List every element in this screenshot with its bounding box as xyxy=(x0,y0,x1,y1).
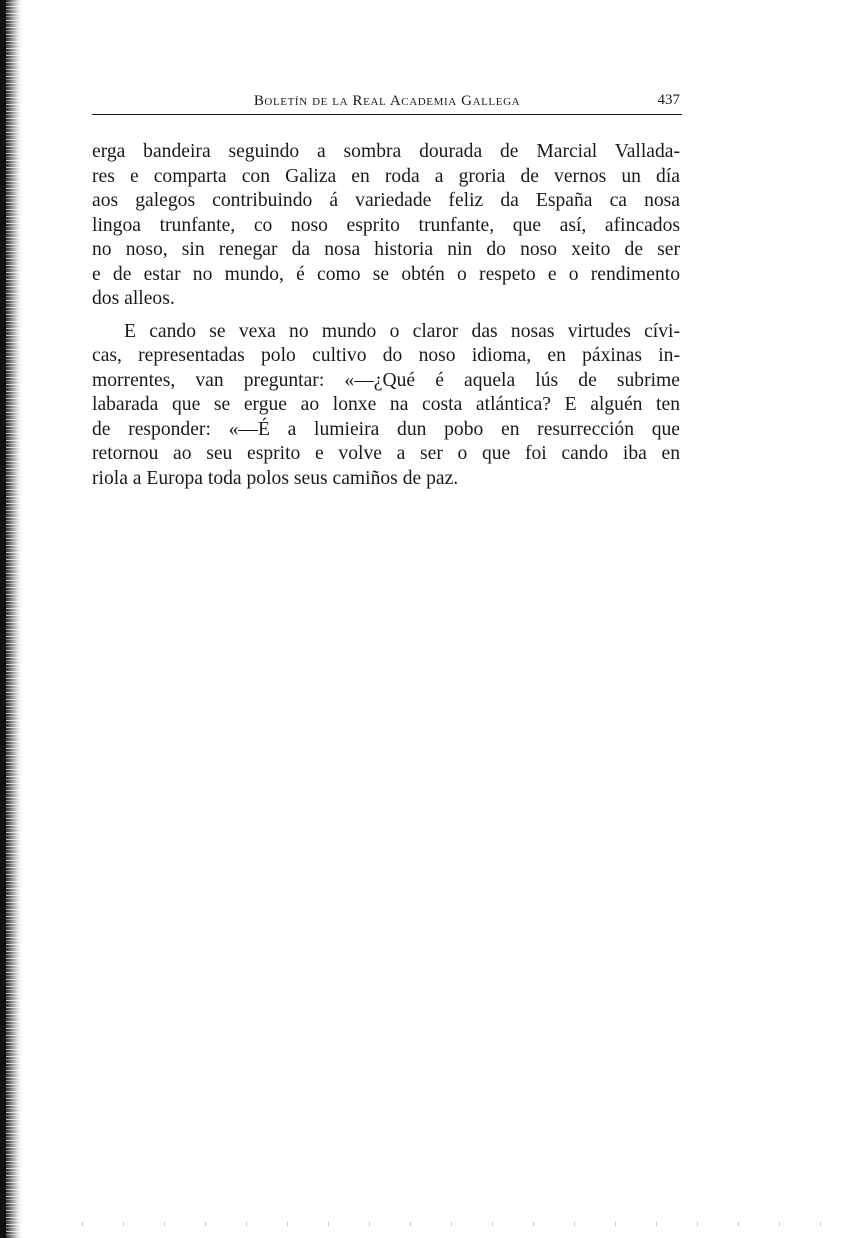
text-line: morrentes, van preguntar: «—¿Qué é aquela lús de subrime xyxy=(92,369,680,391)
text-line: res e comparta con Galiza en roda a groria de vernos un día xyxy=(92,165,680,187)
text-line: aos galegos contribuindo á variedade feliz da España ca nosa xyxy=(92,190,680,211)
text-line: E cando se vexa no mundo o claror das nosas virtudes cívi- xyxy=(124,320,680,342)
text-line: no noso, sin renegar da nosa historia nin do noso xeito de ser xyxy=(92,239,680,260)
paragraph-2 xyxy=(92,320,680,492)
text-line: de responder: «—É a lumieira dun pobo en resurrección que xyxy=(92,418,680,440)
body-text xyxy=(92,140,680,491)
text-line: riola a Europa toda polos seus camiños de paz. xyxy=(92,467,459,489)
text-line: erga bandeira seguindo a sombra dourada de Marcial Vallada- xyxy=(92,141,680,162)
text-line: cas, representadas polo cultivo do noso idioma, en páxinas in- xyxy=(92,345,680,366)
paragraph-1 xyxy=(92,140,680,312)
text-line: retornou ao seu esprito e volve a ser o que foi cando iba en xyxy=(92,443,680,464)
text-line: lingoa trunfante, co noso esprito trunfante, que así, afincados xyxy=(92,214,680,236)
scan-binding-edge xyxy=(0,0,22,1238)
running-title: Boletín de la Real Academia Gallega xyxy=(253,93,521,109)
text-line: e de estar no mundo, é como se obtén o respeto e o rendimento xyxy=(92,263,680,285)
text-line: dos alleos. xyxy=(92,288,175,309)
text-line: labarada que se ergue ao lonxe na costa atlántica? E alguén ten xyxy=(92,394,680,415)
scan-specks xyxy=(60,1222,840,1226)
running-head xyxy=(92,88,682,115)
paragraph-gap xyxy=(92,312,680,320)
page-number: 437 xyxy=(657,92,680,108)
